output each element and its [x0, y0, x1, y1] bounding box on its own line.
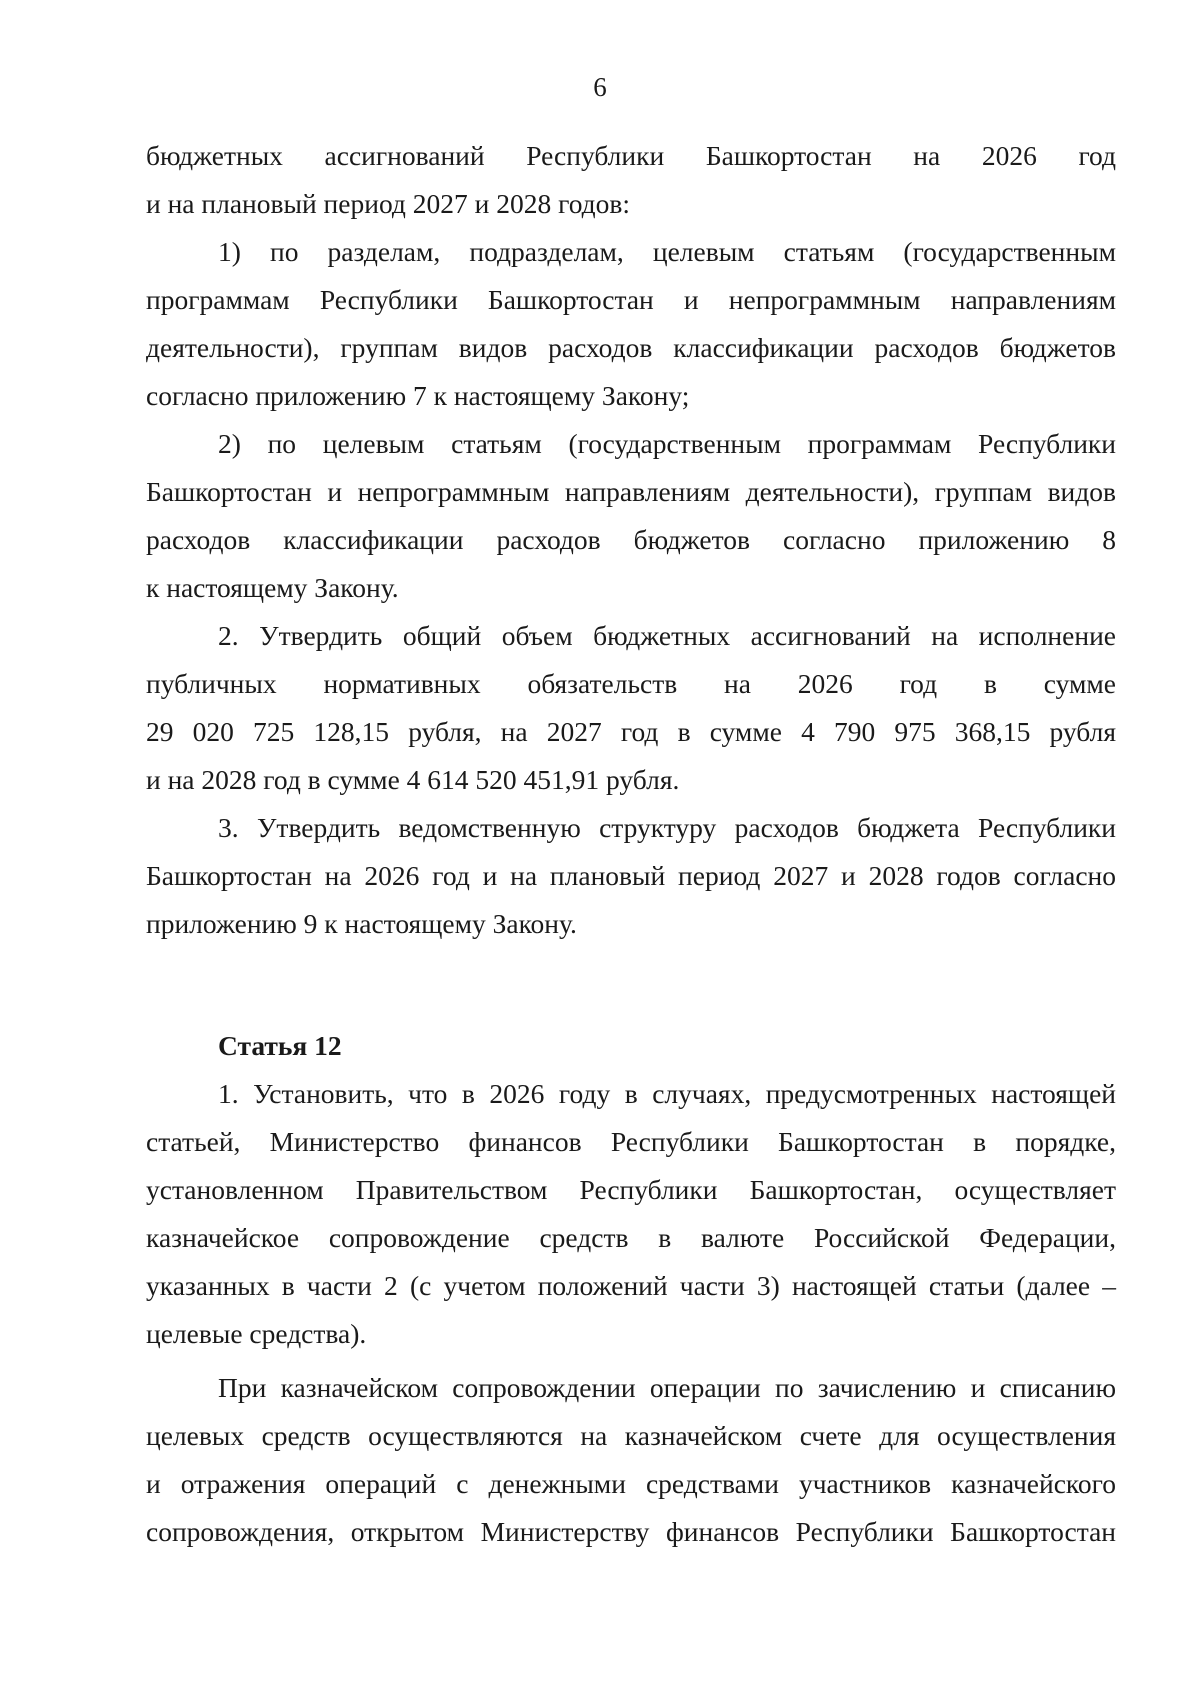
paragraph-article12-part1-cont — [146, 1364, 1116, 1556]
text-line: приложению 9 к настоящему Закону. — [146, 908, 577, 939]
text-line: расходов классификации расходов бюджетов согласно приложению 8 — [146, 524, 1116, 555]
text-line: 2. Утвердить общий объем бюджетных ассигнований на исполнение — [218, 620, 1116, 651]
text-line: согласно приложению 7 к настоящему Закону; — [146, 380, 690, 411]
text-line: 1) по разделам, подразделам, целевым статьям (государственным — [218, 236, 1116, 267]
paragraph-item-1 — [146, 228, 1116, 420]
text-line: При казначейском сопровождении операции по зачислению и списанию — [218, 1372, 1116, 1403]
text-line: Башкортостан и непрограммным направлениям деятельности), группам видов — [146, 476, 1116, 507]
document-body — [146, 132, 1116, 1556]
text-line: сопровождения, открытом Министерству финансов Республики Башкортостан — [146, 1516, 1116, 1547]
paragraph-article12-part1 — [146, 1070, 1116, 1358]
text-line: целевые средства). — [146, 1318, 367, 1349]
paragraph-part-3 — [146, 804, 1116, 948]
text-line: и на плановый период 2027 и 2028 годов: — [146, 188, 631, 219]
text-line: Башкортостан на 2026 год и на плановый период 2027 и 2028 годов согласно — [146, 860, 1116, 891]
section-spacer — [146, 948, 1116, 1022]
text-line: 3. Утвердить ведомственную структуру расходов бюджета Республики — [218, 812, 1116, 843]
paragraph-part-2 — [146, 612, 1116, 804]
paragraph-intro — [146, 132, 1116, 228]
text-line: бюджетных ассигнований Республики Башкортостан на 2026 год — [146, 140, 1116, 171]
article-heading: Статья 12 — [218, 1030, 342, 1061]
text-line: 2) по целевым статьям (государственным программам Республики — [218, 428, 1116, 459]
text-line: казначейское сопровождение средств в валюте Российской Федерации, — [146, 1222, 1116, 1253]
text-line: целевых средств осуществляются на казначейском счете для осуществления — [146, 1420, 1116, 1451]
text-line: статьей, Министерство финансов Республики Башкортостан в порядке, — [146, 1126, 1116, 1157]
text-line: 1. Установить, что в 2026 году в случаях, предусмотренных настоящей — [218, 1078, 1116, 1109]
paragraph-item-2 — [146, 420, 1116, 612]
text-line: и отражения операций с денежными средствами участников казначейского — [146, 1468, 1116, 1499]
text-line: программам Республики Башкортостан и непрограммным направлениям — [146, 284, 1116, 315]
text-line: публичных нормативных обязательств на 2026 год в сумме — [146, 668, 1116, 699]
page-number: 6 — [593, 72, 607, 102]
text-line: деятельности), группам видов расходов классификации расходов бюджетов — [146, 332, 1116, 363]
text-line: к настоящему Закону. — [146, 572, 399, 603]
text-line: и на 2028 год в сумме 4 614 520 451,91 рубля. — [146, 764, 680, 795]
text-line: указанных в части 2 (с учетом положений части 3) настоящей статьи (далее – — [146, 1270, 1116, 1301]
text-line: установленном Правительством Республики Башкортостан, осуществляет — [146, 1174, 1116, 1205]
text-line: 29 020 725 128,15 рубля, на 2027 год в сумме 4 790 975 368,15 рубля — [146, 716, 1116, 747]
